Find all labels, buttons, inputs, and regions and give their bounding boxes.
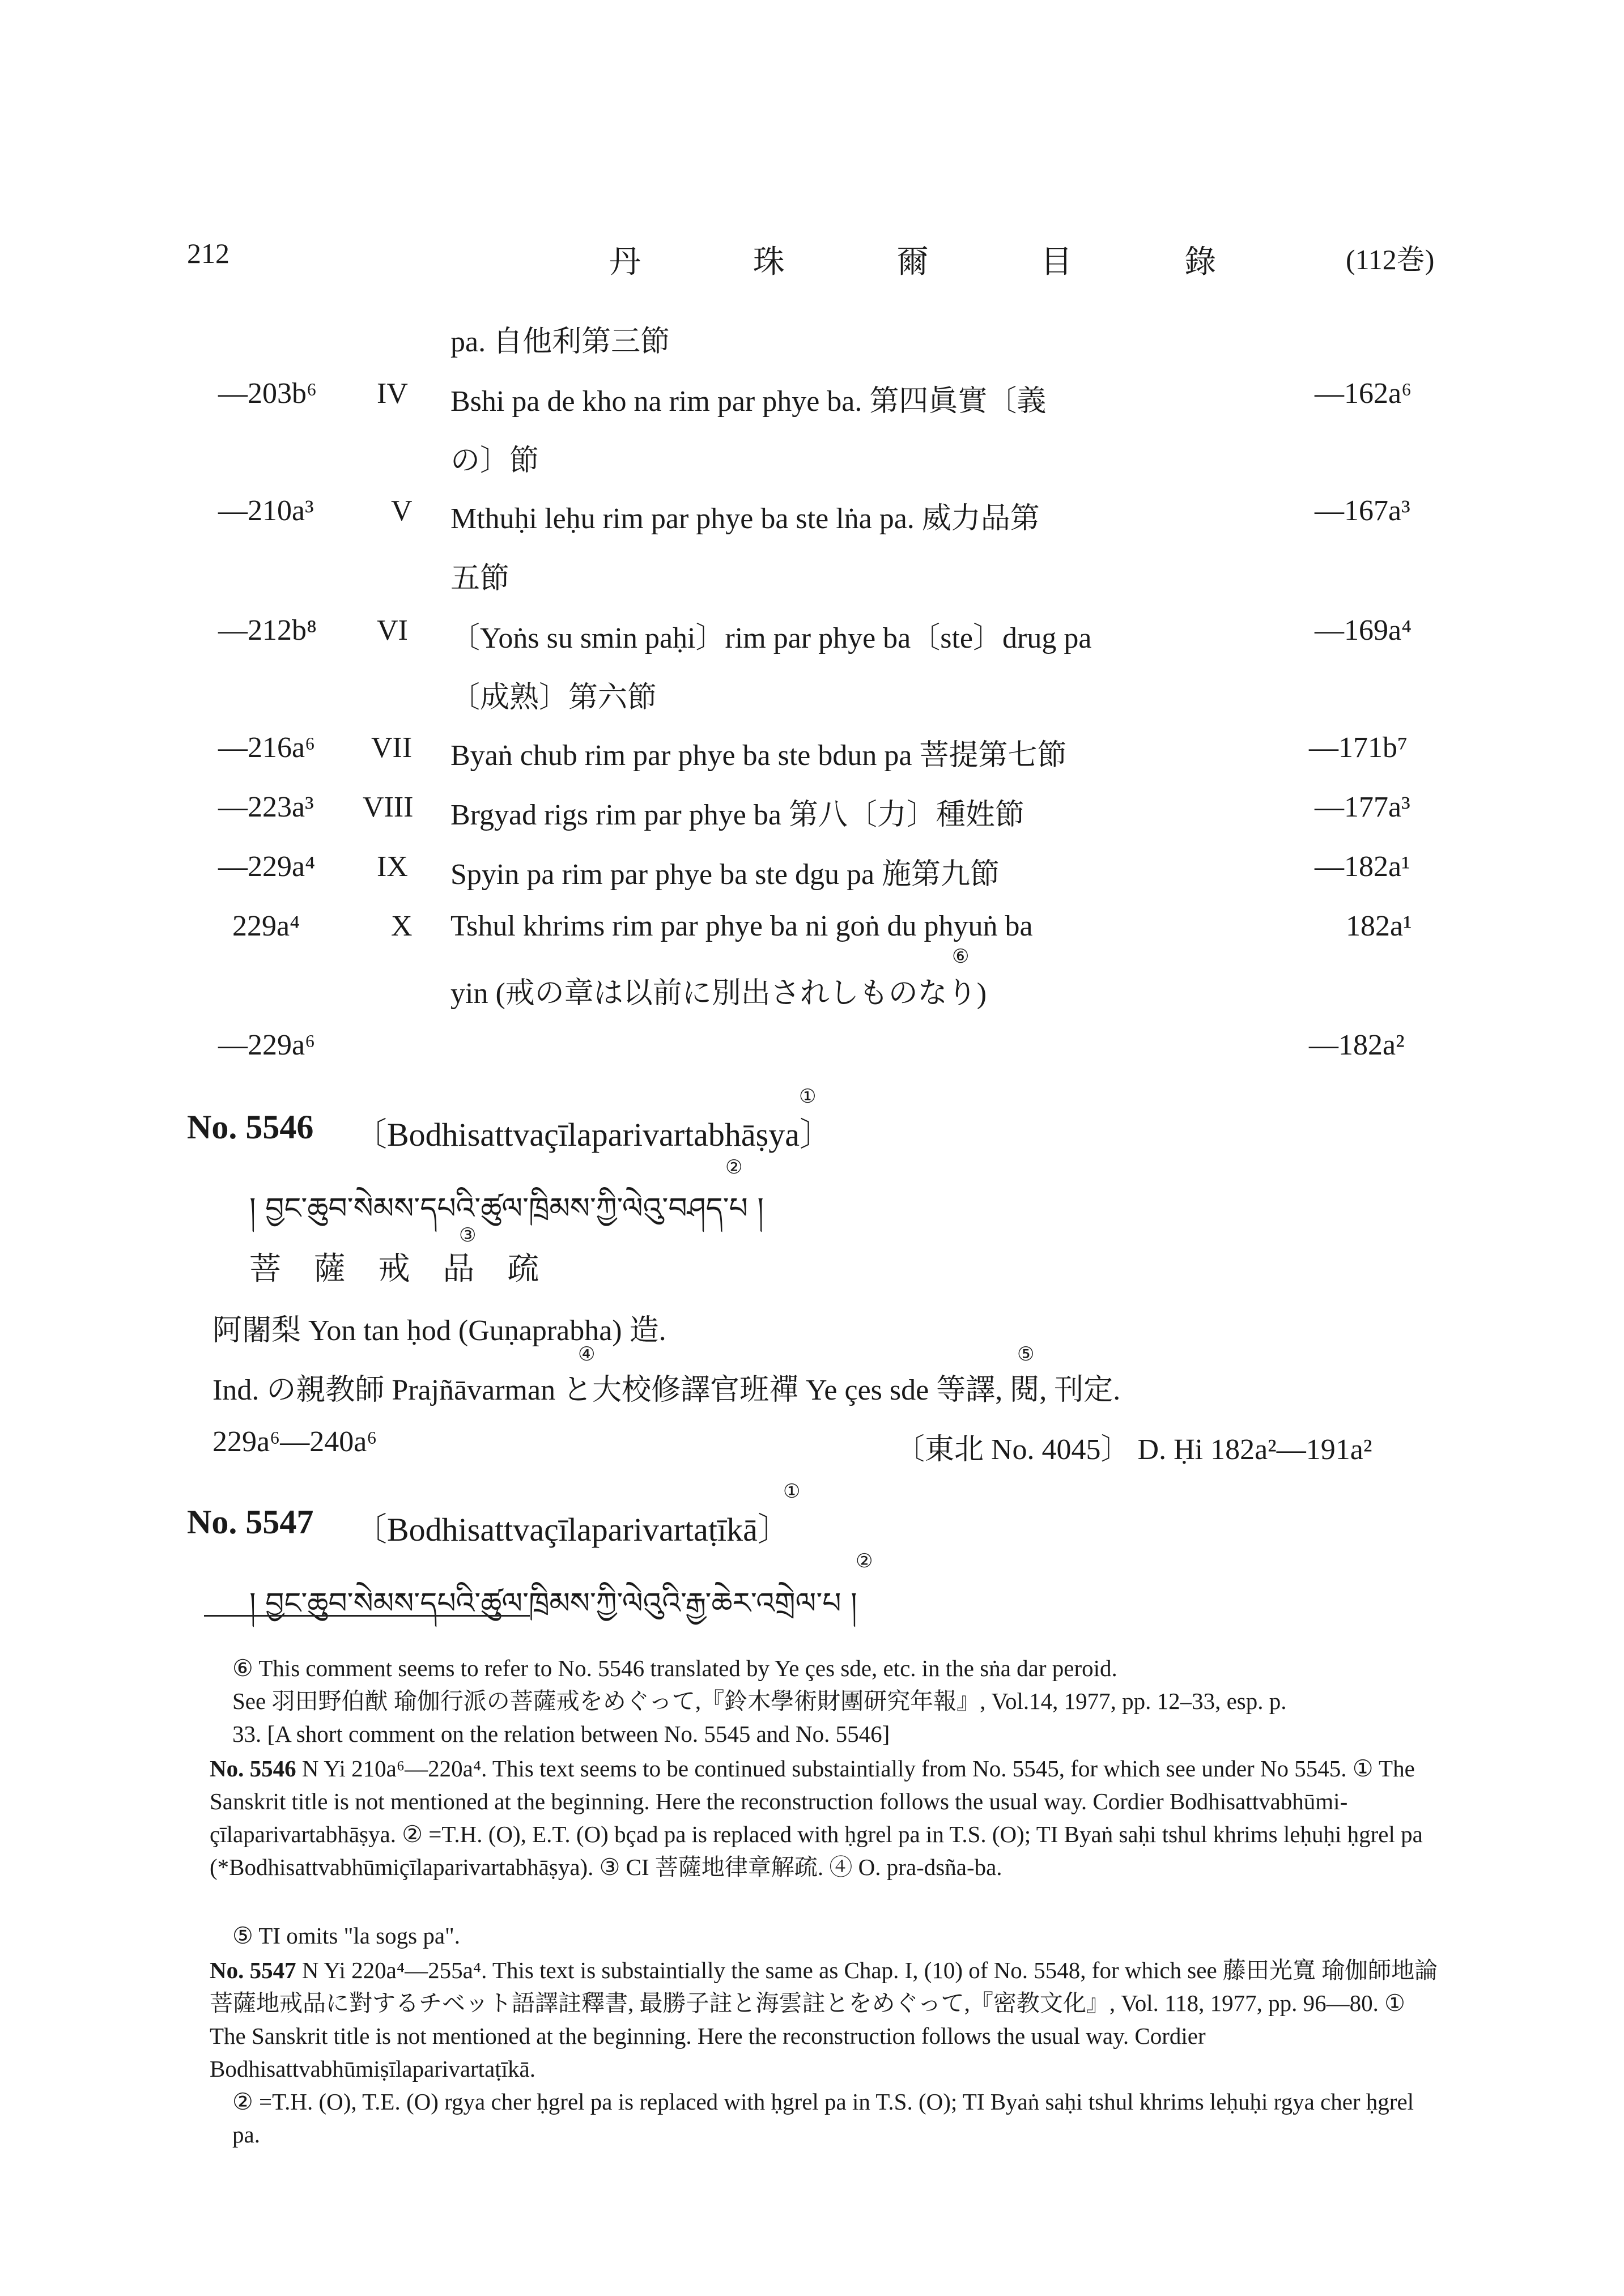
row-roman: VIII xyxy=(363,791,414,823)
tibetan-title-5547: ། བྱང་ཆུབ་སེམས་དཔའི་ཚུལ་ཁྲིམས་ཀྱི་ལེའུའི་རྒྱ་ཆེར་འགྲེལ་པ ། xyxy=(249,1587,857,1621)
row-right-ref: —169a⁴ xyxy=(1315,614,1412,647)
footnote-5546 xyxy=(210,1752,1439,1883)
footnote-marker-3: ③ xyxy=(459,1225,477,1246)
page-number: 212 xyxy=(187,237,229,269)
row-text: 五節 xyxy=(450,563,510,595)
row-left-ref: 229a⁴ xyxy=(232,910,300,942)
row-roman: IX xyxy=(377,851,408,883)
tibetan-title-5546: ། བྱང་ཆུབ་སེམས་དཔའི་ཚུལ་ཁྲིམས་ཀྱི་ལེའུ་བཤད་པ ། xyxy=(249,1192,764,1226)
row-roman: X xyxy=(391,910,413,942)
row-right-ref: —177a³ xyxy=(1315,791,1410,823)
row-text: Bshi pa de kho na rim par phye ba. 第四眞實〔義 xyxy=(450,385,1047,418)
row-right-ref: 182a¹ xyxy=(1346,910,1412,942)
entry-number-5547: No. 5547 xyxy=(187,1503,314,1541)
entry-number-5546: No. 5546 xyxy=(187,1108,314,1146)
row-text: 〔Yoṅs su smin paḥi〕rim par phye ba〔ste〕drug pa xyxy=(450,622,1092,654)
row-text: Byaṅ chub rim par phye ba ste bdun pa 菩提第七節 xyxy=(450,739,1067,772)
entry-title-5546: 〔Bodhisattvaçīlaparivartabhāṣya〕 xyxy=(354,1116,832,1153)
row-left-ref: —203b⁶ xyxy=(218,377,317,410)
catalog-ref-5546: 〔東北 No. 4045〕 D. Ḥi 182a²—191a² xyxy=(895,1434,1372,1466)
author-line: 阿闍梨 Yon tan ḥod (Guṇaprabha) 造. xyxy=(212,1315,666,1347)
footnote-marker-2: ② xyxy=(856,1551,873,1572)
footnote-marker-5: ⑤ xyxy=(1017,1344,1035,1365)
footnote-rule xyxy=(204,1615,530,1617)
row-text: Brgyad rigs rim par phye ba 第八〔力〕種姓節 xyxy=(450,799,1024,831)
row-right-ref: —182a¹ xyxy=(1315,851,1410,883)
footnote-5546-last: ⑤ TI omits "la sogs pa". xyxy=(232,1923,461,1949)
footnote-6-line2: See 羽田野伯猷 瑜伽行派の菩薩戒をめぐって,『鈴木學術財團研究年報』, Vol.14, 1977, pp. 12–33, esp. p. xyxy=(232,1688,1287,1714)
row-right-ref: —167a³ xyxy=(1315,495,1410,527)
volume-label: (112巻) xyxy=(1346,244,1435,275)
footnote-marker-1: ① xyxy=(783,1481,801,1502)
translators-line: Ind. の親教師 Prajñāvarman と大校修譯官班禪 Ye çes sde 等譯, 閱, 刊定. xyxy=(212,1374,1121,1406)
footnote-6-line3: 33. [A short comment on the relation between No. 5545 and No. 5546] xyxy=(232,1721,890,1747)
row-right-ref: —162a⁶ xyxy=(1315,377,1412,410)
footnote-5547-text: N Yi 220a⁴—255a⁴. This text is substaintially the same as Chap. I, (10) of No. 5548, for which see 藤田光寬 瑜伽師地論菩薩地戒品に對するチベット語譯註釋書, 最勝子註と海雲註とをめぐって,『密教文化』, Vol. 118, 1977, pp. 96—80. ① The Sanskrit title is not mentioned at the beginning. Here the reconstruction follows the usual way. Cordier Bodhisattvabhūmiṣīlaparivartaṭīkā. xyxy=(210,1957,1438,2082)
row-left-ref: —210a³ xyxy=(218,495,314,527)
row-text: Tshul khrims rim par phye ba ni goṅ du phyuṅ ba xyxy=(450,910,1033,942)
row-left-ref: —216a⁶ xyxy=(218,732,316,764)
footnote-5547-last: ② =T.H. (O), T.E. (O) rgya cher ḥgrel pa is replaced with ḥgrel pa in T.S. (O); TI Byaṅ saḥi tshul khrims leḥuḥi rgya cher ḥgrel pa. xyxy=(232,2089,1414,2148)
row-left-ref: —229a⁴ xyxy=(218,851,316,883)
row-left-ref: —223a³ xyxy=(218,791,314,823)
row-roman: VI xyxy=(377,614,408,647)
row-text: の〕節 xyxy=(450,445,539,477)
footnote-marker-2: ② xyxy=(725,1157,743,1178)
footnote-5547 xyxy=(210,1954,1439,2085)
entry-title-5547: 〔Bodhisattvaçīlaparivartaṭīkā〕 xyxy=(354,1511,790,1548)
row-text: yin (戒の章は以前に別出されしものなり) xyxy=(450,977,987,1010)
row-right-ref: —182a² xyxy=(1309,1029,1405,1061)
row-text: 〔成熟〕第六節 xyxy=(450,682,657,714)
row-left-ref: —212b⁸ xyxy=(218,614,317,647)
footnote-5547-label: No. 5547 xyxy=(210,1957,296,1983)
chinese-title-5546: 菩 薩 戒 品 疏 xyxy=(249,1251,551,1287)
row-left-ref: —229a⁶ xyxy=(218,1029,316,1061)
row-text: Spyin pa rim par phye ba ste dgu pa 施第九節 xyxy=(450,858,1000,891)
footnote-5546-text: N Yi 210a⁶—220a⁴. This text seems to be continued substaintially from No. 5545, for which see under No 5545. ① The Sanskrit title is not mentioned at the beginning. Here the reconstruction follows the usual way. Cordier Bodhisattvabhūmi-çīlaparivartabhāṣya. ② =T.H. (O), E.T. (O) bçad pa is replaced with ḥgrel pa in T.S. (O); TI Byaṅ saḥi tshul khrims leḥuḥi ḥgrel pa (*Bodhisattvabhūmiçīlaparivartabhāṣya). ③ CI 菩薩地律章解疏. ④ O. pra-dsña-ba. xyxy=(210,1755,1423,1880)
location-5546: 229a⁶—240a⁶ xyxy=(212,1426,377,1458)
running-title: 丹 珠 爾 目 錄 xyxy=(609,244,1268,280)
row-roman: IV xyxy=(377,377,408,410)
row-text: Mthuḥi leḥu rim par phye ba ste lṅa pa. 威力品第 xyxy=(450,503,1040,535)
row-roman: VII xyxy=(371,732,413,764)
footnote-6-line1: ⑥ This comment seems to refer to No. 5546 translated by Ye çes sde, etc. in the sṅa dar peroid. xyxy=(232,1655,1117,1681)
row-right-ref: —171b⁷ xyxy=(1309,732,1408,764)
row-roman: V xyxy=(391,495,413,527)
footnote-marker-1: ① xyxy=(799,1086,817,1107)
footnote-marker-4: ④ xyxy=(578,1344,596,1365)
footnote-5546-label: No. 5546 xyxy=(210,1755,296,1781)
footnote-marker-6: ⑥ xyxy=(952,946,970,967)
row-text: pa. 自他利第三節 xyxy=(450,326,670,358)
